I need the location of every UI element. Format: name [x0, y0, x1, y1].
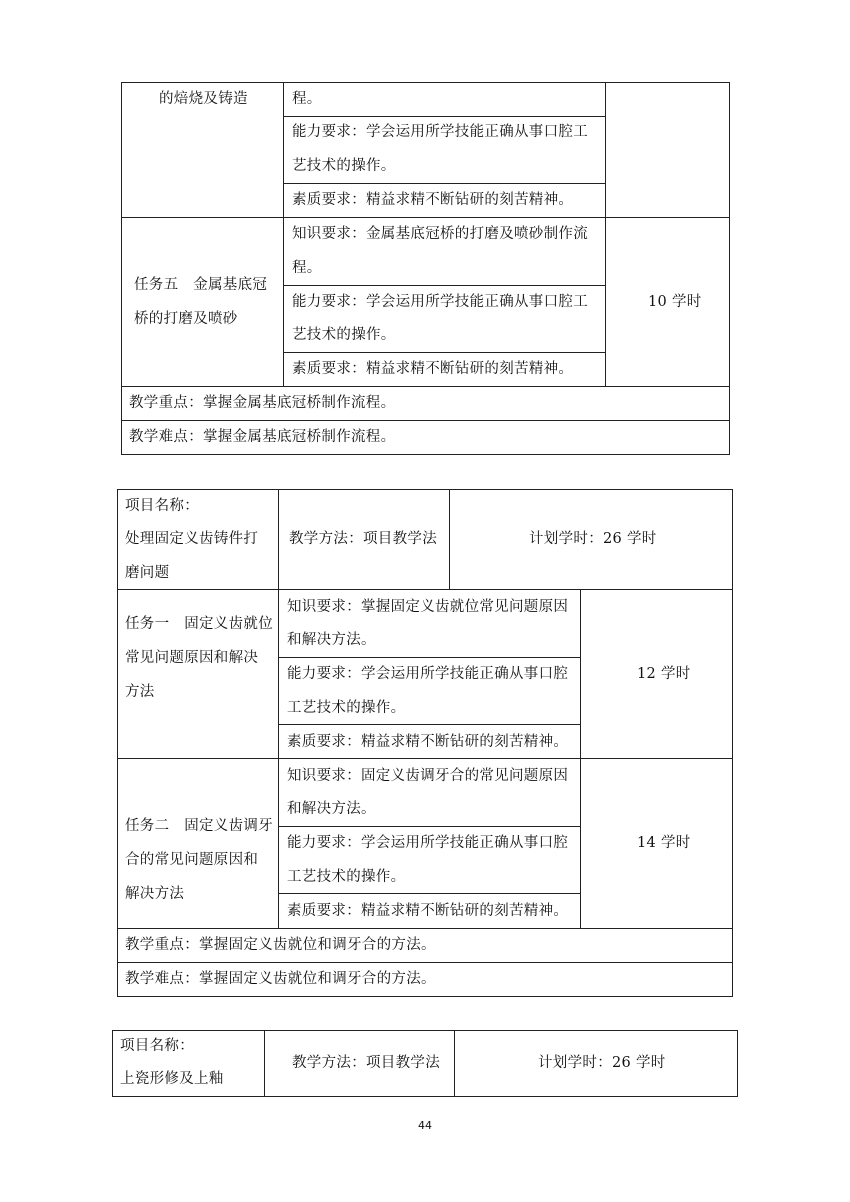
project-name: 上瓷形修及上釉: [120, 1071, 224, 1087]
task-name: 任务一 固定义齿就位: [125, 616, 273, 632]
project-name: 磨问题: [125, 565, 170, 581]
quality-requirement: 素质要求：精益求精不断钻研的刻苦精神。: [287, 734, 569, 750]
key-point: 教学重点：掌握金属基底冠桥制作流程。: [129, 395, 396, 411]
planned-hours: 计划学时：26 学时: [538, 1055, 666, 1071]
task-name: 桥的打磨及喷砂: [134, 311, 238, 327]
task-hours: 14 学时: [637, 835, 691, 851]
ability-requirement: 能力要求：学会运用所学技能正确从事口腔: [287, 666, 569, 682]
key-point: 教学重点：掌握固定义齿就位和调牙合的方法。: [125, 937, 436, 953]
page-number: 44: [418, 1119, 432, 1132]
task-name: 任务二 固定义齿调牙: [125, 818, 273, 834]
ability-requirement: 工艺技术的操作。: [287, 700, 406, 716]
task-name: 方法: [125, 684, 155, 700]
knowledge-requirement: 知识要求：掌握固定义齿就位常见问题原因: [287, 599, 569, 615]
ability-requirement: 艺技术的操作。: [292, 158, 396, 174]
knowledge-requirement: 程。: [292, 260, 322, 276]
quality-requirement: 素质要求：精益求精不断钻研的刻苦精神。: [292, 192, 574, 208]
project-name-label: 项目名称：: [120, 1038, 194, 1054]
difficult-point: 教学难点：掌握金属基底冠桥制作流程。: [129, 429, 396, 445]
ability-requirement: 能力要求：学会运用所学技能正确从事口腔: [287, 835, 569, 851]
difficult-point: 教学难点：掌握固定义齿就位和调牙合的方法。: [125, 971, 436, 987]
ability-requirement: 能力要求：学会运用所学技能正确从事口腔工: [292, 294, 588, 310]
task-name: 的焙烧及铸造: [159, 91, 248, 107]
project-name-label: 项目名称：: [125, 498, 199, 514]
quality-requirement: 素质要求：精益求精不断钻研的刻苦精神。: [292, 361, 574, 377]
ability-requirement: 能力要求：学会运用所学技能正确从事口腔工: [292, 124, 588, 140]
task-name: 常见问题原因和解决: [125, 650, 259, 666]
project-name: 处理固定义齿铸件打: [125, 531, 259, 547]
task-name: 合的常见问题原因和: [125, 852, 259, 868]
teaching-method: 教学方法：项目教学法: [289, 531, 437, 547]
knowledge-requirement: 知识要求：固定义齿调牙合的常见问题原因: [287, 768, 569, 784]
knowledge-requirement: 和解决方法。: [287, 801, 376, 817]
planned-hours: 计划学时：26 学时: [529, 531, 657, 547]
ability-requirement: 艺技术的操作。: [292, 327, 396, 343]
quality-requirement: 素质要求：精益求精不断钻研的刻苦精神。: [287, 903, 569, 919]
knowledge-requirement: 和解决方法。: [287, 632, 376, 648]
knowledge-requirement: 知识要求：金属基底冠桥的打磨及喷砂制作流: [292, 226, 588, 242]
knowledge-requirement: 程。: [292, 91, 322, 107]
task-name: 解决方法: [125, 886, 185, 902]
task-name: 任务五 金属基底冠: [134, 277, 268, 293]
teaching-method: 教学方法：项目教学法: [292, 1055, 440, 1071]
task-hours: 12 学时: [637, 666, 691, 682]
ability-requirement: 工艺技术的操作。: [287, 869, 406, 885]
task-hours: 10 学时: [648, 294, 702, 310]
